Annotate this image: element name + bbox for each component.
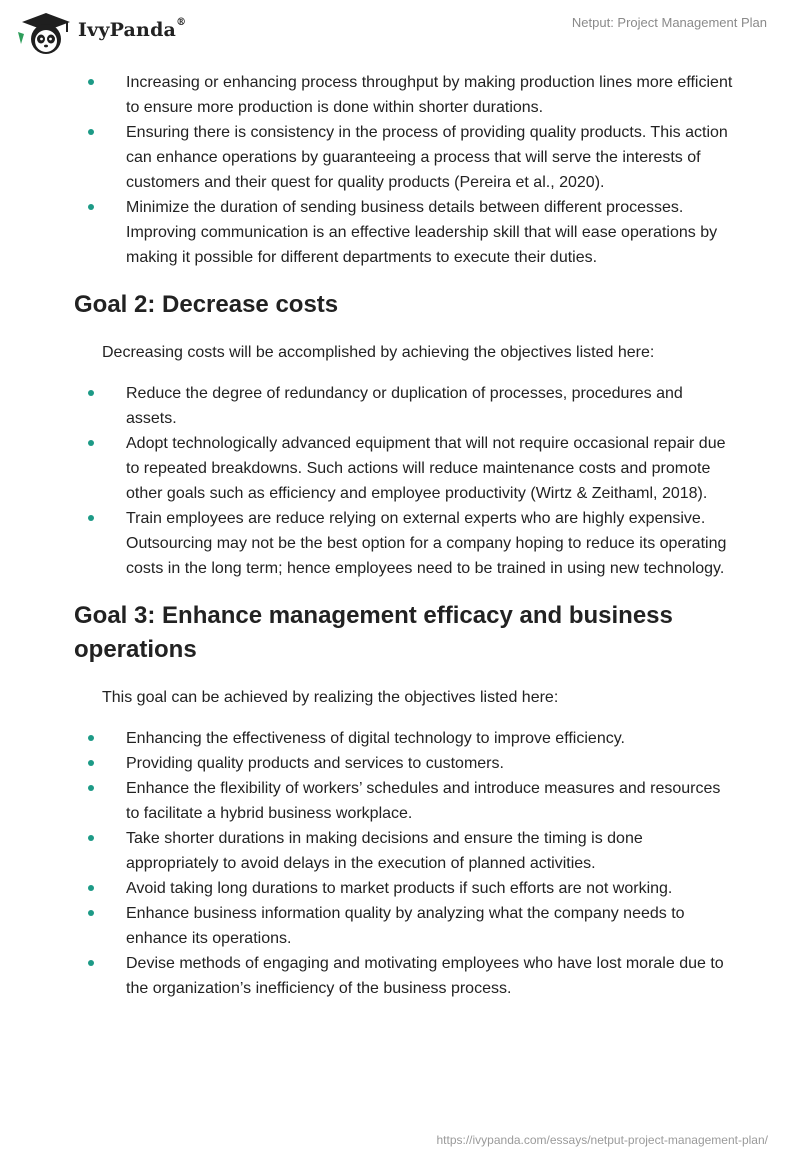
bullet-icon [88,129,94,135]
list-item: Reduce the degree of redundancy or duplication of processes, procedures and assets. [74,381,734,431]
goal3-heading: Goal 3: Enhance management efficacy and business operations [74,602,673,663]
list-item: Train employees are reduce relying on external experts who are highly expensive. Outsourcing may not be the best option for a company hoping to reduce its operating costs in the long term; hence employees need to be trained in using new technology. [74,506,734,581]
ivypanda-logo-icon[interactable] [14,10,76,56]
list-item: Enhance business information quality by analyzing what the company needs to enhance its operations. [74,901,734,951]
list-item: Minimize the duration of sending business details between different processes. Improving communication is an effective leadership skill that will ease operations by making it possible for different departments to execute their duties. [74,195,734,270]
page-header [0,0,800,64]
list-item: Ensuring there is consistency in the process of providing quality products. This action can enhance operations by guaranteeing a process that will serve the interests of customers and their quest for quality products (Pereira et al., 2020). [74,120,734,195]
bullet-icon [88,885,94,891]
list-item: Avoid taking long durations to market products if such efforts are not working. [74,876,734,901]
list-item: Providing quality products and services to customers. [74,751,734,776]
bullet-icon [88,760,94,766]
bullet-icon [88,79,94,85]
bullet-icon [88,204,94,210]
bullet-icon [88,440,94,446]
bullet-icon [88,910,94,916]
bullet-icon [88,835,94,841]
list-item: Adopt technologically advanced equipment that will not require occasional repair due to repeated breakdowns. Such actions will reduce maintenance costs and promote other goals such as efficiency and employee productivity (Wirtz & Zeithaml, 2018). [74,431,734,506]
goal3-objectives-list [74,726,734,1001]
goal1-objectives-list [74,70,734,270]
list-item: Devise methods of engaging and motivating employees who have lost morale due to the organization’s inefficiency of the business process. [74,951,734,1001]
bullet-icon [88,785,94,791]
list-item: Increasing or enhancing process throughput by making production lines more efficient to ensure more production is done within shorter durations. [74,70,734,120]
bullet-icon [88,390,94,396]
bullet-icon [88,735,94,741]
bullet-icon [88,960,94,966]
goal2-objectives-list [74,381,734,581]
brand-name[interactable]: IvyPanda® [78,17,187,41]
list-item: Enhancing the effectiveness of digital technology to improve efficiency. [74,726,734,751]
source-url-link[interactable]: https://ivypanda.com/essays/netput-project-management-plan/ [436,1133,768,1147]
essay-content [74,70,734,1001]
document-title: Netput: Project Management Plan [571,15,767,30]
goal2-heading: Goal 2: Decrease costs [74,291,339,318]
goal3-intro: This goal can be achieved by realizing the objectives listed here: [102,689,559,706]
list-item: Take shorter durations in making decisions and ensure the timing is done appropriately to avoid delays in the execution of planned activities. [74,826,734,876]
bullet-icon [88,515,94,521]
list-item: Enhance the flexibility of workers’ schedules and introduce measures and resources to facilitate a hybrid business workplace. [74,776,734,826]
goal2-intro: Decreasing costs will be accomplished by achieving the objectives listed here: [102,344,655,361]
